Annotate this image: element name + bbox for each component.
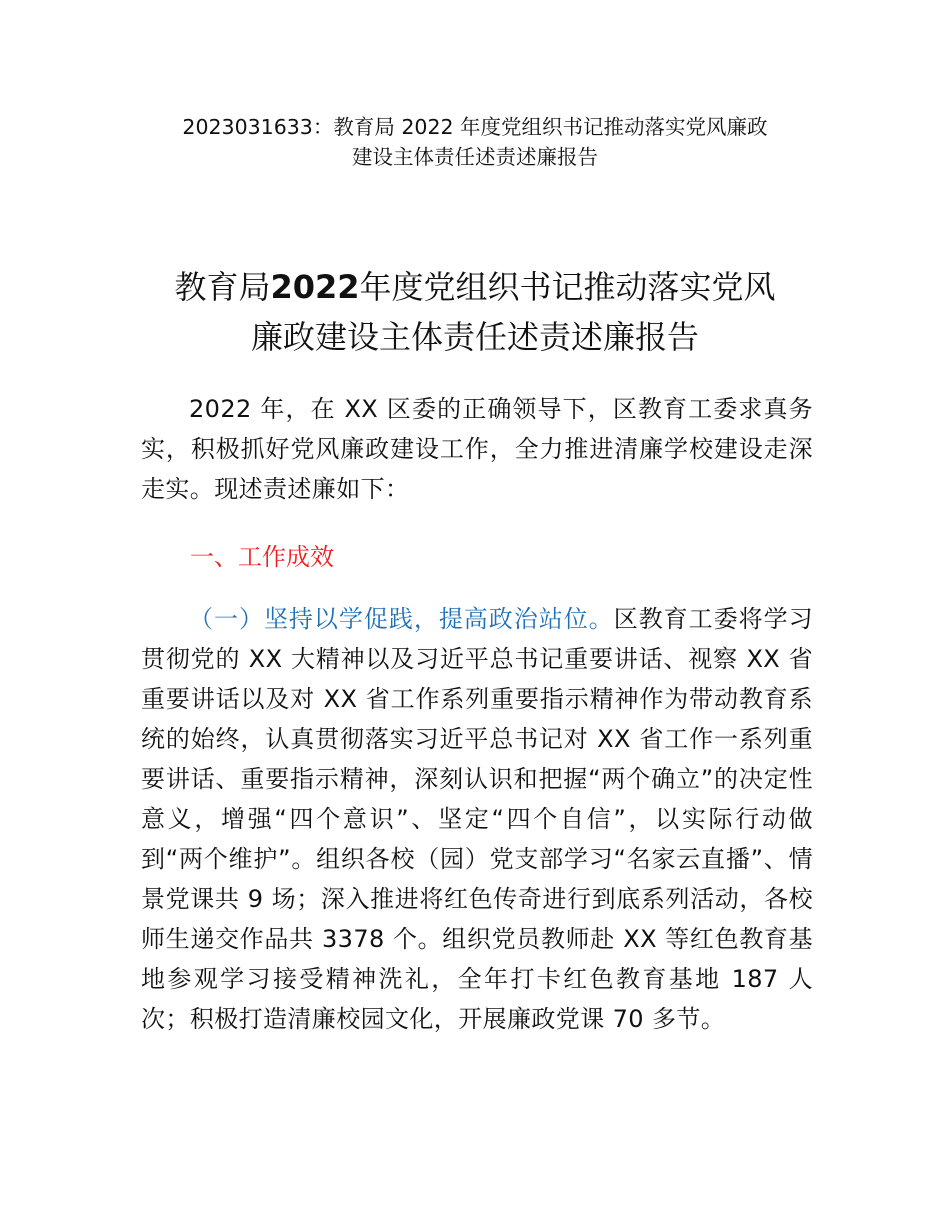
title-line-1 bbox=[120, 262, 830, 312]
subsection-body-1: 区教育工委将学习贯彻党的 XX 大精神以及习近平总书记重要讲话、视察 XX 省重要讲话以及对 XX 省工作系列重要指示精神作为带动教育系统的始终，认真贯彻落实习近平总书记对 XX 省工作一系列重要讲话、重要指示精神，深刻认识和把握“两个确立”的决定性意义，增强“四个意识”、坚定“四个自信”，以实际行动做到“两个维护”。组织各校（园）党支部学习“名家云直播”、情景党课共 9 场；深入推进将红色传奇进行到底系列活动，各校师生递交作品共 3378 个。组织党员教师赴 XX 等红色教育基地参观学习接受精神洗礼，全年打卡红色教育基地 187 人次；积极打造清廉校园文化，开展廉政党课 70 多节。 bbox=[141, 605, 813, 1033]
intro-paragraph: 2022 年，在 XX 区委的正确领导下，区教育工委求真务实，积极抓好党风廉政建设工作，全力推进清廉学校建设走深走实。现述责述廉如下： bbox=[141, 395, 813, 503]
header-line-2: 建设主体责任述责述廉报告 bbox=[352, 145, 598, 169]
title-prefix: 教育局 bbox=[174, 268, 271, 306]
title-line-2: 廉政建设主体责任述责述廉报告 bbox=[250, 318, 699, 356]
title-line-1-suffix: 年度党组织书记推动落实党风 bbox=[359, 268, 776, 306]
subsection-heading-1: （一）坚持以学促践，提高政治站位。 bbox=[189, 605, 614, 633]
title-year: 2022 bbox=[270, 268, 360, 306]
document-title bbox=[120, 262, 830, 362]
document-header bbox=[110, 112, 840, 172]
header-line-1: 2023031633：教育局 2022 年度党组织书记推动落实党风廉政 bbox=[182, 115, 768, 139]
section-heading-1: 一、工作成效 bbox=[190, 543, 334, 571]
subsection-paragraph-1 bbox=[141, 599, 813, 1039]
